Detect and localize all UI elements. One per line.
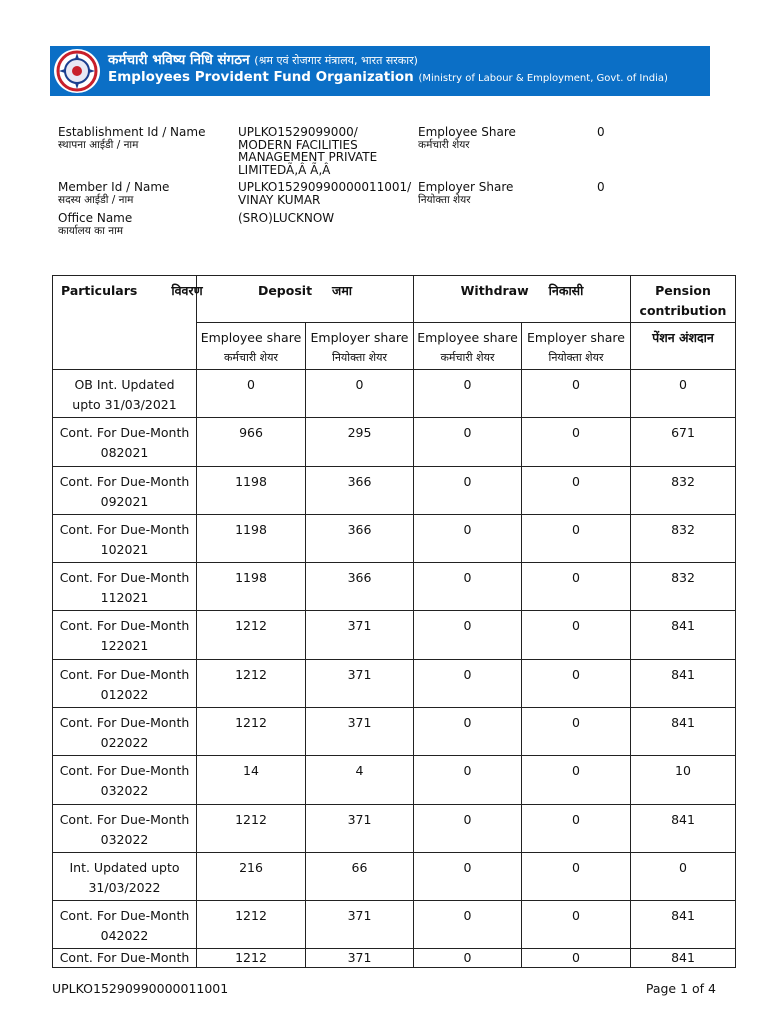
table-row: [53, 659, 736, 707]
withdraw-employer-cell: 0: [522, 466, 631, 514]
pension-cell: 841: [631, 611, 736, 659]
deposit-employee-cell: 1212: [197, 949, 306, 968]
org-name-hindi: कर्मचारी भविष्य निधि संगठन (श्रम एवं रोजगार मंत्रालय, भारत सरकार): [108, 52, 418, 68]
table-row: [53, 901, 736, 949]
footer-page-number: Page 1 of 4: [645, 981, 716, 996]
table-row: [53, 949, 736, 968]
employer-share-value: 0: [597, 180, 605, 194]
withdraw-employer-cell: 0: [522, 563, 631, 611]
deposit-employer-cell: 371: [306, 901, 414, 949]
deposit-employer-cell: 371: [306, 949, 414, 968]
deposit-employee-cell: 14: [197, 756, 306, 804]
table-row: [53, 707, 736, 755]
pension-cell: 0: [631, 370, 736, 418]
deposit-employee-cell: 1212: [197, 901, 306, 949]
deposit-employee-cell: 1212: [197, 707, 306, 755]
deposit-employer-cell: 366: [306, 466, 414, 514]
withdraw-employee-cell: 0: [414, 852, 522, 900]
particulars-cell: Int. Updated upto 31/03/2022: [53, 852, 197, 900]
office-label: Office Name कार्यालय का नाम: [58, 211, 133, 237]
pension-header: Pension contribution: [631, 276, 736, 323]
particulars-cell: OB Int. Updated upto 31/03/2021: [53, 370, 197, 418]
withdraw-employee-cell: 0: [414, 901, 522, 949]
deposit-employer-cell: 366: [306, 563, 414, 611]
deposit-employer-cell: 295: [306, 418, 414, 466]
withdraw-employee-cell: 0: [414, 756, 522, 804]
table-row: [53, 370, 736, 418]
withdraw-employee-cell: 0: [414, 370, 522, 418]
particulars-cell: Cont. For Due-Month 022022: [53, 707, 197, 755]
withdraw-employee-cell: 0: [414, 418, 522, 466]
pension-cell: 841: [631, 707, 736, 755]
deposit-employer-share-header: Employer share नियोक्ता शेयर: [306, 323, 414, 370]
particulars-cell: Cont. For Due-Month: [53, 949, 197, 968]
pension-cell: 832: [631, 514, 736, 562]
withdraw-employer-cell: 0: [522, 949, 631, 968]
withdraw-employer-cell: 0: [522, 756, 631, 804]
ministry-english: (Ministry of Labour & Employment, Govt. of India): [418, 73, 668, 84]
pension-hindi-header: पेंशन अंशदान: [631, 323, 736, 370]
withdraw-employee-cell: 0: [414, 659, 522, 707]
withdraw-employee-share-header: Employee share कर्मचारी शेयर: [414, 323, 522, 370]
particulars-cell: Cont. For Due-Month 012022: [53, 659, 197, 707]
member-label: Member Id / Name सदस्य आईडी / नाम: [58, 180, 170, 206]
deposit-employee-cell: 0: [197, 370, 306, 418]
employer-share-label: Employer Share नियोक्ता शेयर: [418, 180, 514, 206]
deposit-header: Deposit जमा: [197, 276, 414, 323]
table-row: [53, 563, 736, 611]
table-row: [53, 611, 736, 659]
ministry-hindi: (श्रम एवं रोजगार मंत्रालय, भारत सरकार): [254, 54, 418, 67]
table-row: [53, 418, 736, 466]
deposit-employer-cell: 4: [306, 756, 414, 804]
deposit-employer-cell: 0: [306, 370, 414, 418]
pension-cell: 832: [631, 563, 736, 611]
particulars-cell: Cont. For Due-Month 082021: [53, 418, 197, 466]
withdraw-employer-cell: 0: [522, 659, 631, 707]
employee-share-label: Employee Share कर्मचारी शेयर: [418, 125, 516, 151]
deposit-employer-cell: 366: [306, 514, 414, 562]
deposit-employee-cell: 1212: [197, 804, 306, 852]
deposit-employee-cell: 1198: [197, 466, 306, 514]
withdraw-employer-cell: 0: [522, 852, 631, 900]
withdraw-employee-cell: 0: [414, 466, 522, 514]
deposit-employer-cell: 371: [306, 611, 414, 659]
withdraw-employer-cell: 0: [522, 804, 631, 852]
withdraw-employee-cell: 0: [414, 563, 522, 611]
pension-cell: 832: [631, 466, 736, 514]
pension-cell: 671: [631, 418, 736, 466]
pension-cell: 841: [631, 901, 736, 949]
withdraw-employer-cell: 0: [522, 418, 631, 466]
employee-share-value: 0: [597, 125, 605, 139]
deposit-employee-cell: 1212: [197, 611, 306, 659]
org-name-english: Employees Provident Fund Organization (Ministry of Labour & Employment, Govt. of India): [108, 69, 668, 85]
withdraw-employer-cell: 0: [522, 707, 631, 755]
particulars-cell: Cont. For Due-Month 032022: [53, 804, 197, 852]
deposit-employee-cell: 966: [197, 418, 306, 466]
withdraw-employer-cell: 0: [522, 901, 631, 949]
particulars-cell: Cont. For Due-Month 122021: [53, 611, 197, 659]
epfo-logo-icon: [54, 49, 100, 93]
deposit-employer-cell: 66: [306, 852, 414, 900]
deposit-employer-cell: 371: [306, 804, 414, 852]
particulars-cell: Cont. For Due-Month 112021: [53, 563, 197, 611]
withdraw-employee-cell: 0: [414, 707, 522, 755]
withdraw-employer-cell: 0: [522, 370, 631, 418]
header-banner: [50, 46, 710, 96]
withdraw-header: Withdraw निकासी: [414, 276, 631, 323]
member-value: UPLKO15290990000011001/ VINAY KUMAR: [238, 180, 412, 207]
withdraw-employee-cell: 0: [414, 949, 522, 968]
withdraw-employer-cell: 0: [522, 611, 631, 659]
withdraw-employer-cell: 0: [522, 514, 631, 562]
table-row: [53, 514, 736, 562]
table-row: [53, 466, 736, 514]
establishment-label: Establishment Id / Name स्थापना आईडी / नाम: [58, 125, 206, 151]
table-row: [53, 756, 736, 804]
particulars-cell: Cont. For Due-Month 102021: [53, 514, 197, 562]
table-row: [53, 804, 736, 852]
withdraw-employer-share-header: Employer share नियोक्ता शेयर: [522, 323, 631, 370]
pension-cell: 841: [631, 804, 736, 852]
deposit-employee-cell: 216: [197, 852, 306, 900]
particulars-header: Particulars विवरण: [53, 276, 197, 370]
deposit-employer-cell: 371: [306, 659, 414, 707]
pension-cell: 0: [631, 852, 736, 900]
office-value: (SRO)LUCKNOW: [238, 211, 335, 225]
pension-cell: 841: [631, 659, 736, 707]
establishment-value: UPLKO1529099000/ MODERN FACILITIES MANAGEMENT PRIVATE LIMITEDÃ‚Â Ã‚Â: [238, 125, 378, 177]
particulars-cell: Cont. For Due-Month 092021: [53, 466, 197, 514]
footer-member-id: UPLKO15290990000011001: [52, 981, 229, 996]
table-row: [53, 852, 736, 900]
withdraw-employee-cell: 0: [414, 804, 522, 852]
deposit-employee-cell: 1198: [197, 514, 306, 562]
deposit-employee-cell: 1212: [197, 659, 306, 707]
pension-cell: 841: [631, 949, 736, 968]
particulars-cell: Cont. For Due-Month 042022: [53, 901, 197, 949]
particulars-cell: Cont. For Due-Month 032022: [53, 756, 197, 804]
deposit-employer-cell: 371: [306, 707, 414, 755]
withdraw-employee-cell: 0: [414, 514, 522, 562]
deposit-employee-share-header: Employee share कर्मचारी शेयर: [197, 323, 306, 370]
pension-cell: 10: [631, 756, 736, 804]
withdraw-employee-cell: 0: [414, 611, 522, 659]
deposit-employee-cell: 1198: [197, 563, 306, 611]
passbook-table: [52, 275, 736, 968]
